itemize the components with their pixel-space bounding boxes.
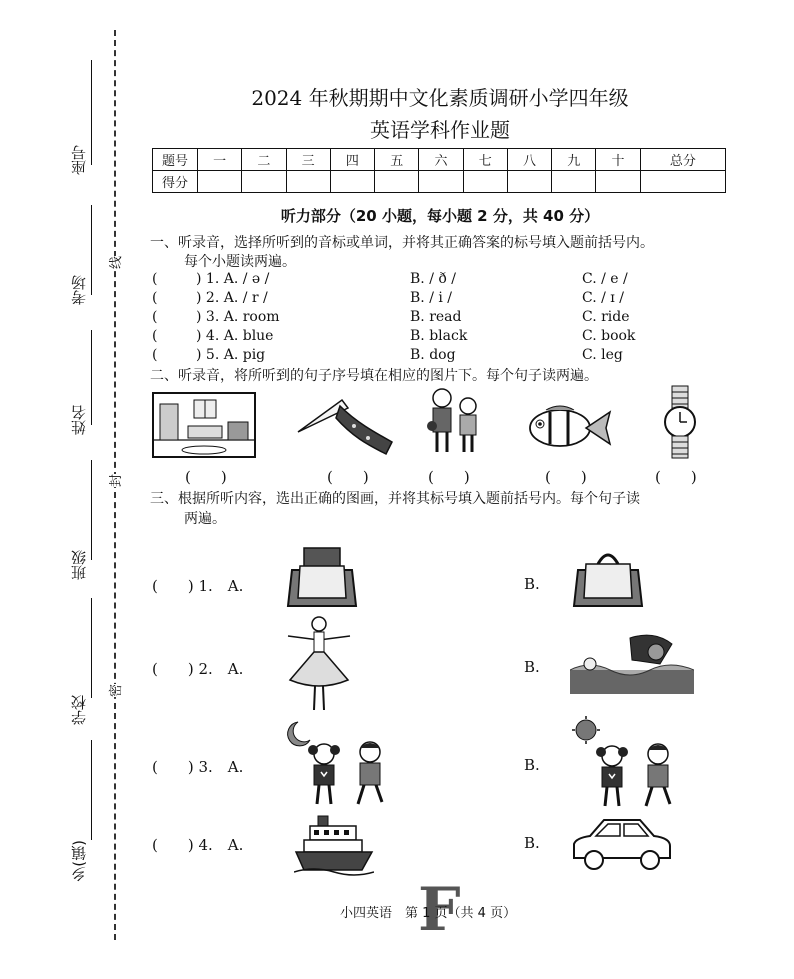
score-input-cell[interactable] bbox=[640, 171, 725, 193]
part1-instruction-cont: 每个小题读两遍。 bbox=[184, 254, 296, 270]
answer-paren[interactable]: ( bbox=[152, 290, 158, 306]
seat-line bbox=[91, 60, 92, 165]
answer-paren[interactable]: ( bbox=[152, 328, 158, 344]
score-input-cell[interactable] bbox=[242, 171, 286, 193]
score-input-cell[interactable] bbox=[507, 171, 551, 193]
town-label: 乡(镇) bbox=[70, 840, 88, 882]
dancer-picture-a bbox=[284, 614, 354, 714]
class-line bbox=[91, 460, 92, 560]
school-line bbox=[91, 598, 92, 698]
option-b: B. read bbox=[410, 309, 462, 325]
part2-answer-blank-1[interactable]: ( ) bbox=[185, 468, 227, 486]
option-c: C. leg bbox=[582, 347, 623, 363]
name-label: 姓名 bbox=[70, 405, 88, 435]
score-input-cell[interactable] bbox=[596, 171, 640, 193]
box-on-bag-picture-a bbox=[286, 546, 358, 612]
score-cell: 八 bbox=[507, 149, 551, 171]
seat-label: 座号 bbox=[70, 145, 88, 175]
ship-picture-a bbox=[294, 814, 374, 876]
option-c: C. book bbox=[582, 328, 636, 344]
bedroom-picture bbox=[152, 392, 256, 458]
option-a: ) 1. A. / ə / bbox=[196, 271, 270, 287]
score-input-cell[interactable] bbox=[419, 171, 463, 193]
exam-title: 2024 年秋期期中文化素质调研小学四年级 bbox=[251, 86, 629, 110]
part2-answer-blank-5[interactable]: ( ) bbox=[655, 468, 697, 486]
score-input-cell[interactable] bbox=[552, 171, 596, 193]
option-a: ) 3. A. room bbox=[196, 309, 280, 325]
answer-paren[interactable]: ( bbox=[152, 347, 158, 363]
bag-in-box-picture-b bbox=[572, 546, 644, 612]
score-table-header-row bbox=[153, 149, 726, 171]
family-picture bbox=[424, 386, 486, 458]
watch-picture bbox=[660, 384, 700, 460]
part2-answer-blank-2[interactable]: ( ) bbox=[327, 468, 369, 486]
seal-xian: 线 bbox=[104, 256, 125, 269]
listening-heading: 听力部分（20 小题，每小题 2 分，共 40 分） bbox=[280, 207, 600, 225]
town-line bbox=[91, 740, 92, 840]
option-b: B. dog bbox=[410, 347, 456, 363]
part3-item-3-b: B. bbox=[524, 756, 540, 774]
room-line bbox=[91, 205, 92, 295]
page-footer: 小四英语 第 1 页（共 4 页） bbox=[340, 906, 517, 921]
exam-subtitle: 英语学科作业题 bbox=[370, 118, 510, 142]
option-a: ) 4. A. blue bbox=[196, 328, 274, 344]
option-a: ) 5. A. pig bbox=[196, 347, 266, 363]
part3-instruction: 三、根据所听内容，选出正确的图画，并将其标号填入题前括号内。每个句子读 bbox=[150, 491, 640, 507]
part2-answer-blank-4[interactable]: ( ) bbox=[545, 468, 587, 486]
score-input-cell[interactable] bbox=[198, 171, 242, 193]
seal-feng: 封 bbox=[104, 474, 125, 487]
score-input-cell[interactable] bbox=[463, 171, 507, 193]
score-table bbox=[152, 148, 726, 193]
score-row-label: 得分 bbox=[153, 171, 198, 193]
school-label: 学校 bbox=[70, 695, 88, 725]
option-c: C. ride bbox=[582, 309, 630, 325]
option-b: B. / ð / bbox=[410, 271, 456, 287]
part1-instruction: 一、听录音，选择所听到的音标或单词，并将其正确答案的标号填入题前括号内。 bbox=[150, 235, 654, 251]
score-cell: 五 bbox=[375, 149, 419, 171]
part3-item-2[interactable]: ( ) 2. A. bbox=[152, 660, 244, 678]
part3-item-3[interactable]: ( ) 3. A. bbox=[152, 758, 244, 776]
option-c: C. / e / bbox=[582, 271, 628, 287]
part3-instruction-cont: 两遍。 bbox=[184, 511, 226, 527]
option-a: ) 2. A. / r / bbox=[196, 290, 268, 306]
option-b: B. black bbox=[410, 328, 468, 344]
score-cell: 总分 bbox=[640, 149, 725, 171]
score-input-cell[interactable] bbox=[330, 171, 374, 193]
part2-answer-blank-3[interactable]: ( ) bbox=[428, 468, 470, 486]
paper-version-mark: F bbox=[418, 875, 461, 945]
knife-picture bbox=[296, 392, 396, 458]
class-label: 班级 bbox=[70, 550, 88, 580]
part3-item-1[interactable]: ( ) 1. A. bbox=[152, 577, 244, 595]
option-b: B. / i / bbox=[410, 290, 452, 306]
score-input-cell[interactable] bbox=[375, 171, 419, 193]
seal-mi: 密 bbox=[104, 684, 125, 697]
name-line bbox=[91, 330, 92, 425]
option-c: C. / ɪ / bbox=[582, 290, 624, 306]
part3-item-4-b: B. bbox=[524, 834, 540, 852]
score-table-score-row bbox=[153, 171, 726, 193]
answer-paren[interactable]: ( bbox=[152, 309, 158, 325]
score-cell: 六 bbox=[419, 149, 463, 171]
score-cell: 七 bbox=[463, 149, 507, 171]
part2-instruction: 二、听录音，将所听到的句子序号填在相应的图片下。每个句子读两遍。 bbox=[150, 368, 598, 384]
score-cell: 九 bbox=[552, 149, 596, 171]
score-cell: 一 bbox=[198, 149, 242, 171]
kids-moon-picture-a bbox=[284, 718, 394, 808]
kids-sun-picture-b bbox=[572, 716, 682, 810]
score-cell: 十 bbox=[596, 149, 640, 171]
part3-item-2-b: B. bbox=[524, 658, 540, 676]
room-label: 考场 bbox=[70, 275, 88, 305]
answer-paren[interactable]: ( bbox=[152, 271, 158, 287]
part3-item-1-b: B. bbox=[524, 575, 540, 593]
swimmer-picture-b bbox=[570, 630, 694, 694]
car-picture-b bbox=[570, 812, 674, 874]
score-cell: 二 bbox=[242, 149, 286, 171]
score-cell: 题号 bbox=[153, 149, 198, 171]
score-input-cell[interactable] bbox=[286, 171, 330, 193]
part3-item-4[interactable]: ( ) 4. A. bbox=[152, 836, 244, 854]
score-cell: 三 bbox=[286, 149, 330, 171]
score-cell: 四 bbox=[330, 149, 374, 171]
fish-picture bbox=[526, 402, 612, 452]
